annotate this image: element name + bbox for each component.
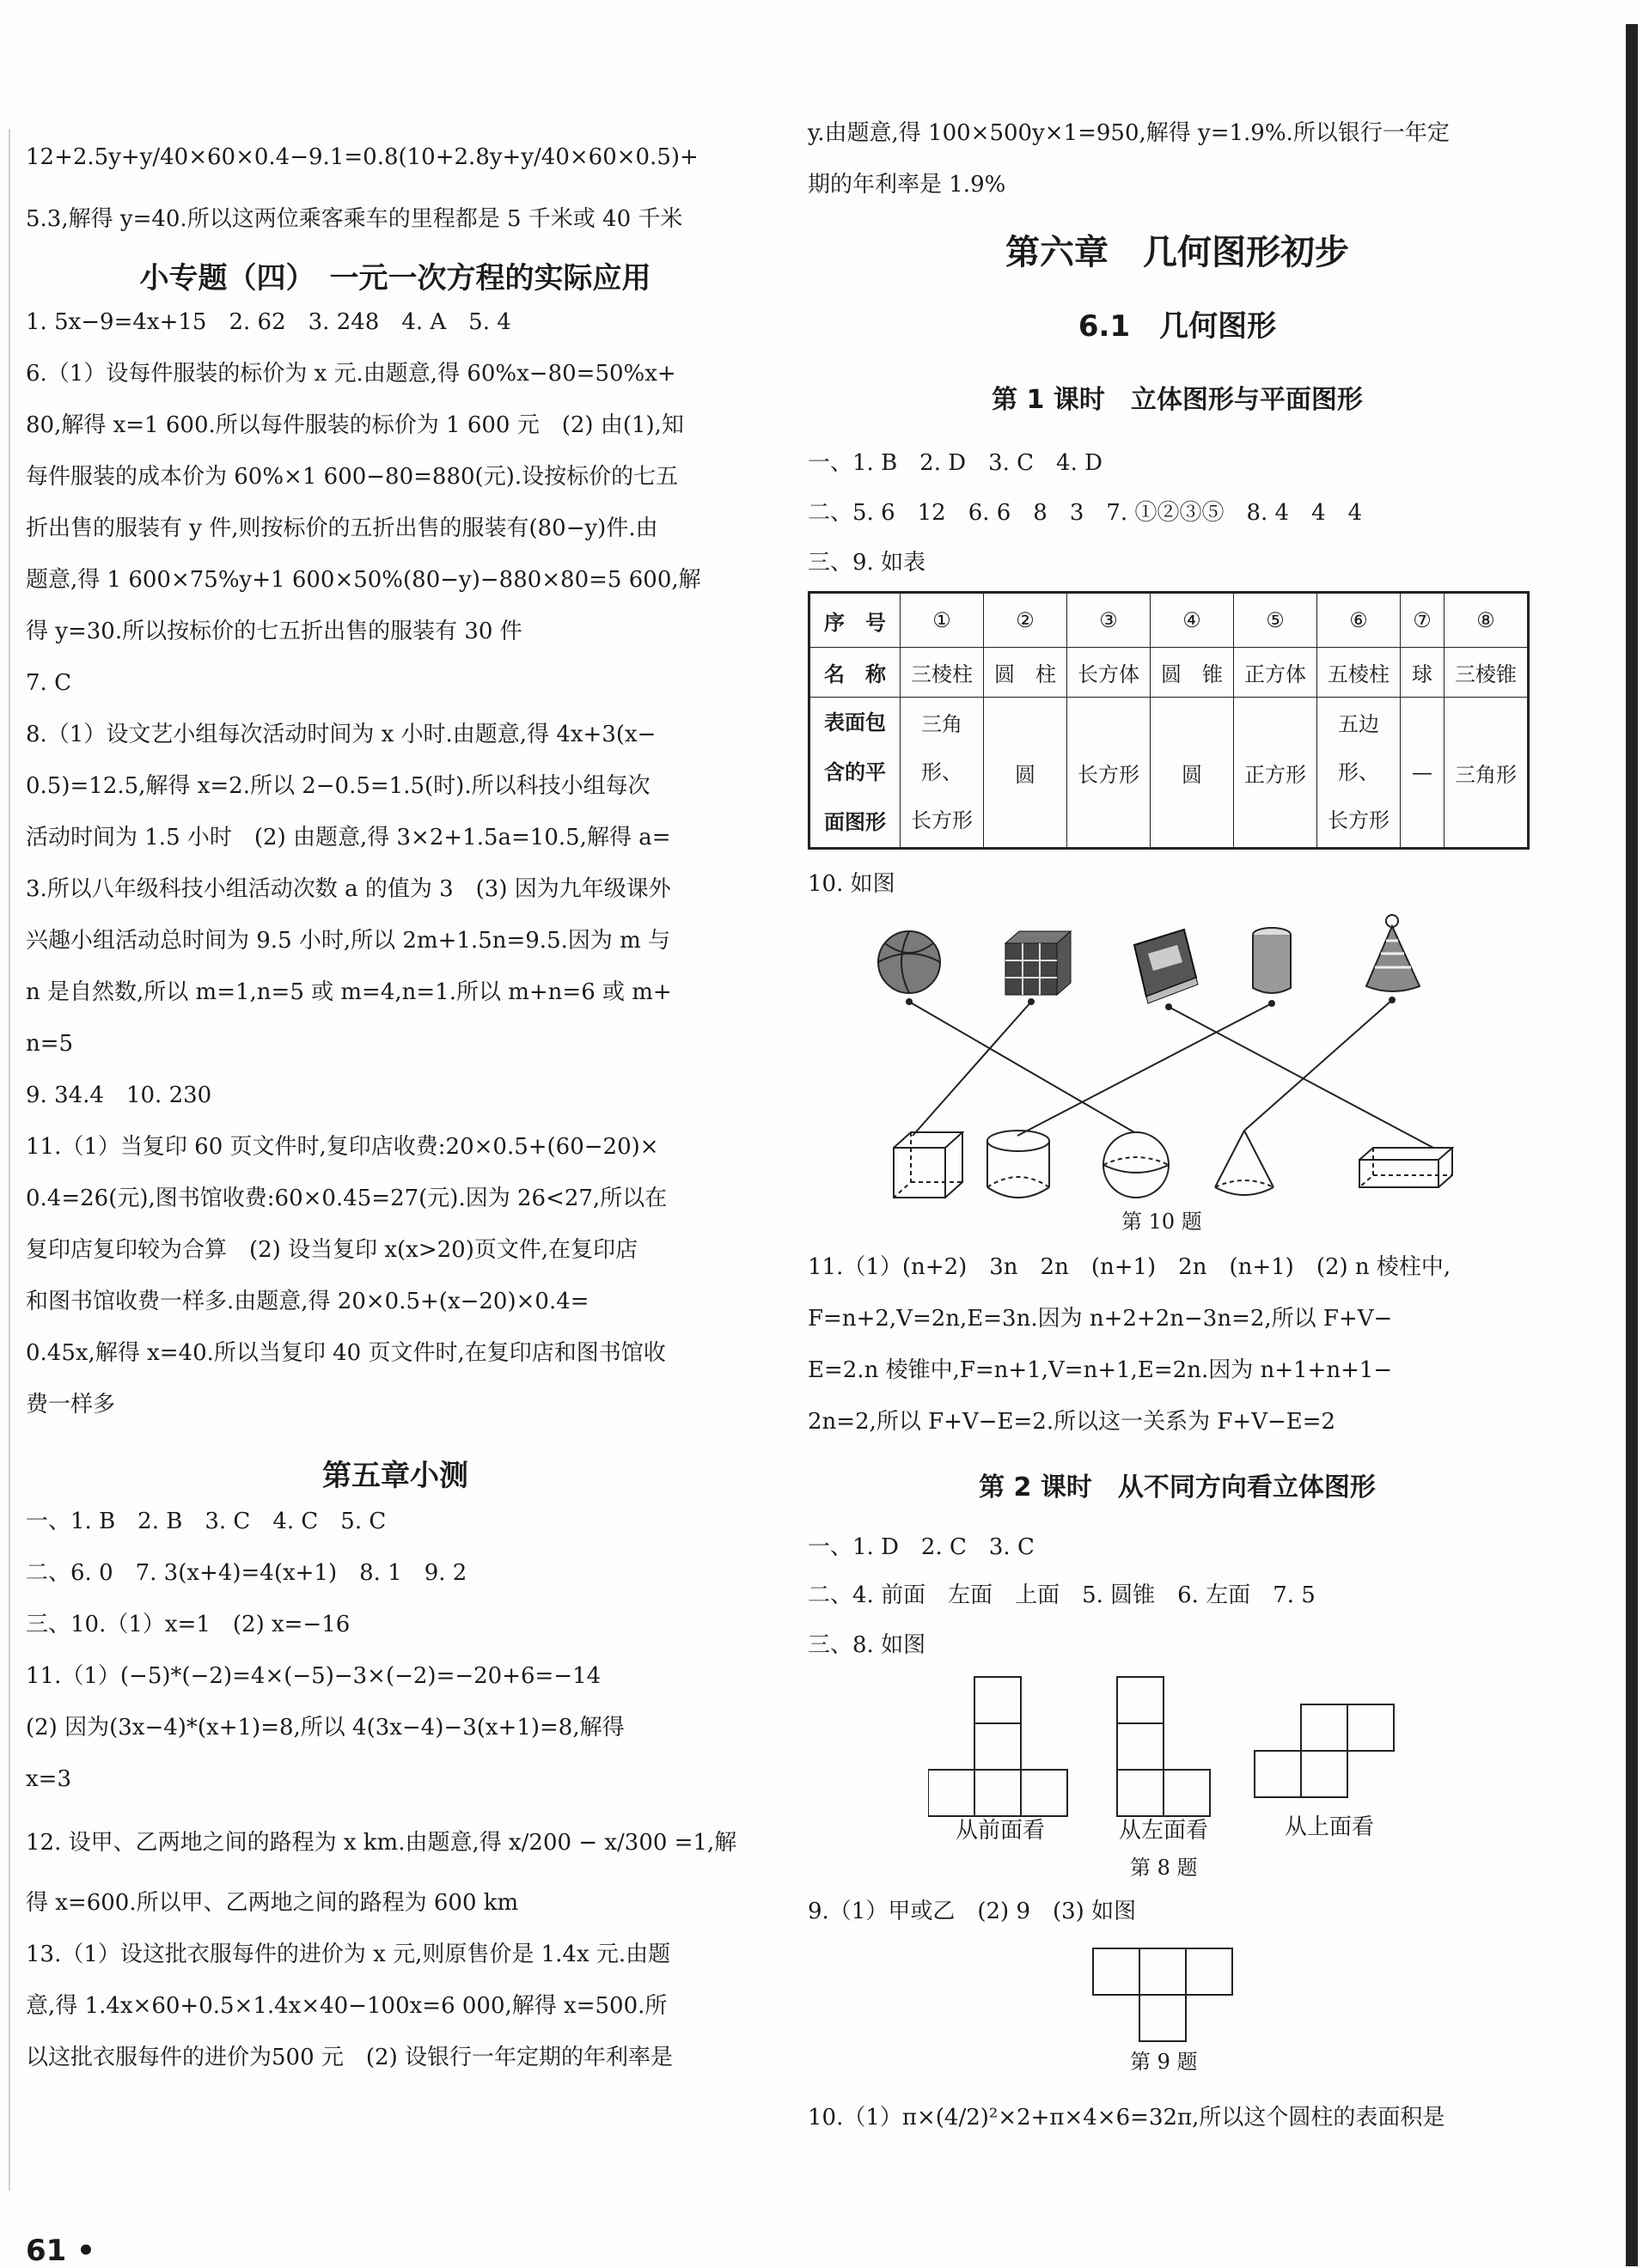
answer-line: 0.45x,解得 x=40.所以当复印 40 页文件时,在复印店和图书馆收: [26, 1340, 666, 1366]
answer-line: 二、6. 0 7. 3(x+4)=4(x+1) 8. 1 9. 2: [26, 1560, 467, 1586]
page-number: 61 •: [26, 2234, 95, 2268]
answer-line: 1. 5x−9=4x+15 2. 62 3. 248 4. A 5. 4: [26, 309, 511, 335]
book-icon: [1134, 930, 1198, 1003]
left-view-grid: [1117, 1677, 1210, 1816]
table-cell: 圆 柱: [984, 648, 1067, 698]
table-cell: 序 号: [809, 593, 901, 648]
table-cell: ②: [984, 593, 1067, 648]
answer-line: 2n=2,所以 F+V−E=2.所以这一关系为 F+V−E=2: [808, 1409, 1336, 1435]
answer-line: 11.（1）(n+2) 3n 2n (n+1) 2n (n+1) (2) n 棱柱中,: [808, 1254, 1451, 1280]
chapter5-test-title: 第五章小测: [322, 1459, 468, 1493]
continued-line-2: 5.3,解得 y=40.所以这两位乘客乘车的里程都是 5 千米或 40 千米: [26, 206, 683, 232]
cylinder-cup-icon: [1253, 928, 1291, 993]
party-hat-icon: [1366, 915, 1420, 991]
lesson2-title: 第 2 课时 从不同方向看立体图形: [979, 1472, 1376, 1503]
answer-line: 9.（1）甲或乙 (2) 9 (3) 如图: [808, 1899, 1137, 1924]
answer-line: 一、1. B 2. B 3. C 4. C 5. C: [26, 1509, 387, 1534]
answer-line: 和图书馆收费一样多.由题意,得 20×0.5+(x−20)×0.4=: [26, 1289, 589, 1314]
figure-9: [1091, 1947, 1280, 2050]
table-cell: ⑤: [1234, 593, 1317, 648]
cell-line: 长方形: [911, 808, 973, 832]
answer-line: F=n+2,V=2n,E=3n.因为 n+2+2n−3n=2,所以 F+V−: [808, 1306, 1393, 1332]
table-row: [809, 698, 1529, 849]
cell-line: 三角形、: [921, 712, 962, 784]
answer-line: 得 y=30.所以按标价的七五折出售的服装有 30 件: [26, 619, 522, 644]
table-cell: 正方形: [1234, 698, 1317, 849]
answer-line: 一、1. B 2. D 3. C 4. D: [808, 450, 1102, 476]
figure-8: [928, 1675, 1409, 1830]
basketball-icon: [878, 931, 940, 993]
front-view-grid: [928, 1677, 1067, 1816]
answer-line: 二、5. 6 12 6. 6 8 3 7. ①②③⑤ 8. 4 4 4: [808, 500, 1363, 526]
answer-line: 三、9. 如表: [808, 550, 926, 576]
answer-line: x=3: [26, 1766, 71, 1792]
continued-line: 期的年利率是 1.9%: [808, 172, 1006, 198]
sphere-icon: [1103, 1132, 1169, 1198]
view-label-top: 从上面看: [1285, 1814, 1375, 1840]
chapter-title: 第六章 几何图形初步: [1005, 233, 1349, 272]
table-cell: [901, 698, 984, 849]
answer-line: 10.（1）π×(4/2)²×2+π×4×6=32π,所以这个圆柱的表面积是: [808, 2105, 1445, 2131]
table-cell: ⑦: [1401, 593, 1444, 648]
figure-10: [859, 911, 1461, 1220]
cell-line: 表面包: [824, 710, 886, 735]
answer-line: 兴趣小组活动总时间为 9.5 小时,所以 2m+1.5n=9.5.因为 m 与: [26, 928, 671, 954]
table-cell: 三棱柱: [901, 648, 984, 698]
cube-icon: [894, 1132, 962, 1198]
answer-line: 三、10.（1）x=1 (2) x=−16: [26, 1612, 351, 1637]
table-row: [809, 593, 1529, 648]
table-cell: —: [1401, 698, 1444, 849]
answer-line: 每件服装的成本价为 60%×1 600−80=880(元).设按标价的七五: [26, 464, 679, 490]
view-label-front: 从前面看: [956, 1818, 1046, 1844]
cell-line: 五边形、: [1338, 712, 1379, 784]
answer-line: 80,解得 x=1 600.所以每件服装的标价为 1 600 元 (2) 由(1),知: [26, 412, 684, 438]
table-cell: ①: [901, 593, 984, 648]
answer-line: E=2.n 棱锥中,F=n+1,V=n+1,E=2n.因为 n+1+n+1−: [808, 1357, 1393, 1383]
answer-line: 题意,得 1 600×75%y+1 600×50%(80−y)−880×80=5 600,解: [26, 567, 701, 593]
answer-line: 3.所以八年级科技小组活动次数 a 的值为 3 (3) 因为九年级课外: [26, 876, 671, 902]
table-row: [809, 648, 1529, 698]
table-cell: 圆: [1151, 698, 1234, 849]
column-rule: [9, 129, 10, 2191]
answer-line: 0.5)=12.5,解得 x=2.所以 2−0.5=1.5(时).所以科技小组每次: [26, 773, 650, 799]
answer-line: 意,得 1.4x×60+0.5×1.4x×40−100x=6 000,解得 x=500.所: [26, 1993, 668, 2019]
solids-table: [808, 591, 1530, 850]
answer-line: 13.（1）设这批衣服每件的进价为 x 元,则原售价是 1.4x 元.由题: [26, 1942, 671, 1967]
table-cell: 三角形: [1444, 698, 1529, 849]
answer-line: (2) 因为(3x−4)*(x+1)=8,所以 4(3x−4)−3(x+1)=8,解得: [26, 1715, 625, 1741]
table-cell: ⑥: [1317, 593, 1401, 648]
cylinder-icon: [987, 1131, 1049, 1198]
continued-line-1: 12+2.5y+y/40×60×0.4−9.1=0.8(10+2.8y+y/40×60×0.5)+: [26, 144, 699, 170]
table-cell: 三棱锥: [1444, 648, 1529, 698]
cone-icon: [1215, 1131, 1273, 1195]
table-cell: [809, 698, 901, 849]
table-cell: 名 称: [809, 648, 901, 698]
table-cell: 球: [1401, 648, 1444, 698]
answer-line: 二、4. 前面 左面 上面 5. 圆锥 6. 左面 7. 5: [808, 1582, 1316, 1608]
rubiks-cube-icon: [1005, 931, 1071, 995]
answer-line: 10. 如图: [808, 871, 895, 897]
answer-line: 8.（1）设文艺小组每次活动时间为 x 小时.由题意,得 4x+3(x−: [26, 722, 657, 747]
answer-line: 复印店复印较为合算 (2) 设当复印 x(x>20)页文件,在复印店: [26, 1237, 638, 1263]
top-view-grid: [1255, 1704, 1394, 1797]
table-cell: 圆 锥: [1151, 648, 1234, 698]
answer-line: n 是自然数,所以 m=1,n=5 或 m=4,n=1.所以 m+n=6 或 m+: [26, 979, 672, 1005]
section-title: 6.1 几何图形: [1078, 309, 1277, 344]
lesson1-title: 第 1 课时 立体图形与平面图形: [992, 385, 1363, 415]
answer-line: 一、1. D 2. C 3. C: [808, 1534, 1035, 1560]
table-cell: ⑧: [1444, 593, 1529, 648]
answer-line: 7. C: [26, 670, 71, 696]
table-cell: ④: [1151, 593, 1234, 648]
table-cell: 正方体: [1234, 648, 1317, 698]
figure-caption: 第 8 题: [1130, 1856, 1198, 1880]
continued-line: y.由题意,得 100×500y×1=950,解得 y=1.9%.所以银行一年定: [808, 120, 1450, 146]
answer-line: 6.（1）设每件服装的标价为 x 元.由题意,得 60%x−80=50%x+: [26, 361, 676, 387]
view-label-left: 从左面看: [1119, 1818, 1209, 1844]
answer-line: 12. 设甲、乙两地之间的路程为 x km.由题意,得 x/200 − x/300 =1,解: [26, 1830, 737, 1856]
table-cell: 长方体: [1067, 648, 1151, 698]
figure-caption: 第 10 题: [1121, 1210, 1202, 1234]
cuboid-icon: [1359, 1148, 1452, 1187]
answer-line: 三、8. 如图: [808, 1632, 926, 1658]
cell-line: 面图形: [824, 809, 886, 834]
topic-title: 小专题（四） 一元一次方程的实际应用: [139, 261, 651, 296]
match-lines: [909, 1000, 1433, 1148]
answer-line: 0.4=26(元),图书馆收费:60×0.45=27(元).因为 26<27,所以在: [26, 1186, 668, 1211]
answer-line: n=5: [26, 1031, 74, 1057]
page-edge-shadow: [1626, 24, 1638, 2266]
answer-line: 以这批衣服每件的进价为500 元 (2) 设银行一年定期的年利率是: [26, 2045, 673, 2070]
answer-line: 费一样多: [26, 1392, 116, 1418]
table-cell: 圆: [984, 698, 1067, 849]
table-cell: ③: [1067, 593, 1151, 648]
table-cell: 五棱柱: [1317, 648, 1401, 698]
answer-line: 得 x=600.所以甲、乙两地之间的路程为 600 km: [26, 1890, 519, 1916]
figure-caption: 第 9 题: [1130, 2050, 1198, 2074]
table-cell: [1317, 698, 1401, 849]
answer-line: 11.（1）当复印 60 页文件时,复印店收费:20×0.5+(60−20)×: [26, 1134, 659, 1160]
cell-line: 长方形: [1328, 808, 1390, 832]
table-cell: 长方形: [1067, 698, 1151, 849]
answer-line: 折出售的服装有 y 件,则按标价的五折出售的服装有(80−y)件.由: [26, 515, 658, 541]
answer-line: 9. 34.4 10. 230: [26, 1082, 212, 1108]
cell-line: 含的平: [824, 759, 886, 784]
answer-line: 11.（1）(−5)*(−2)=4×(−5)−3×(−2)=−20+6=−14: [26, 1663, 602, 1689]
answer-line: 活动时间为 1.5 小时 (2) 由题意,得 3×2+1.5a=10.5,解得 a=: [26, 825, 671, 850]
